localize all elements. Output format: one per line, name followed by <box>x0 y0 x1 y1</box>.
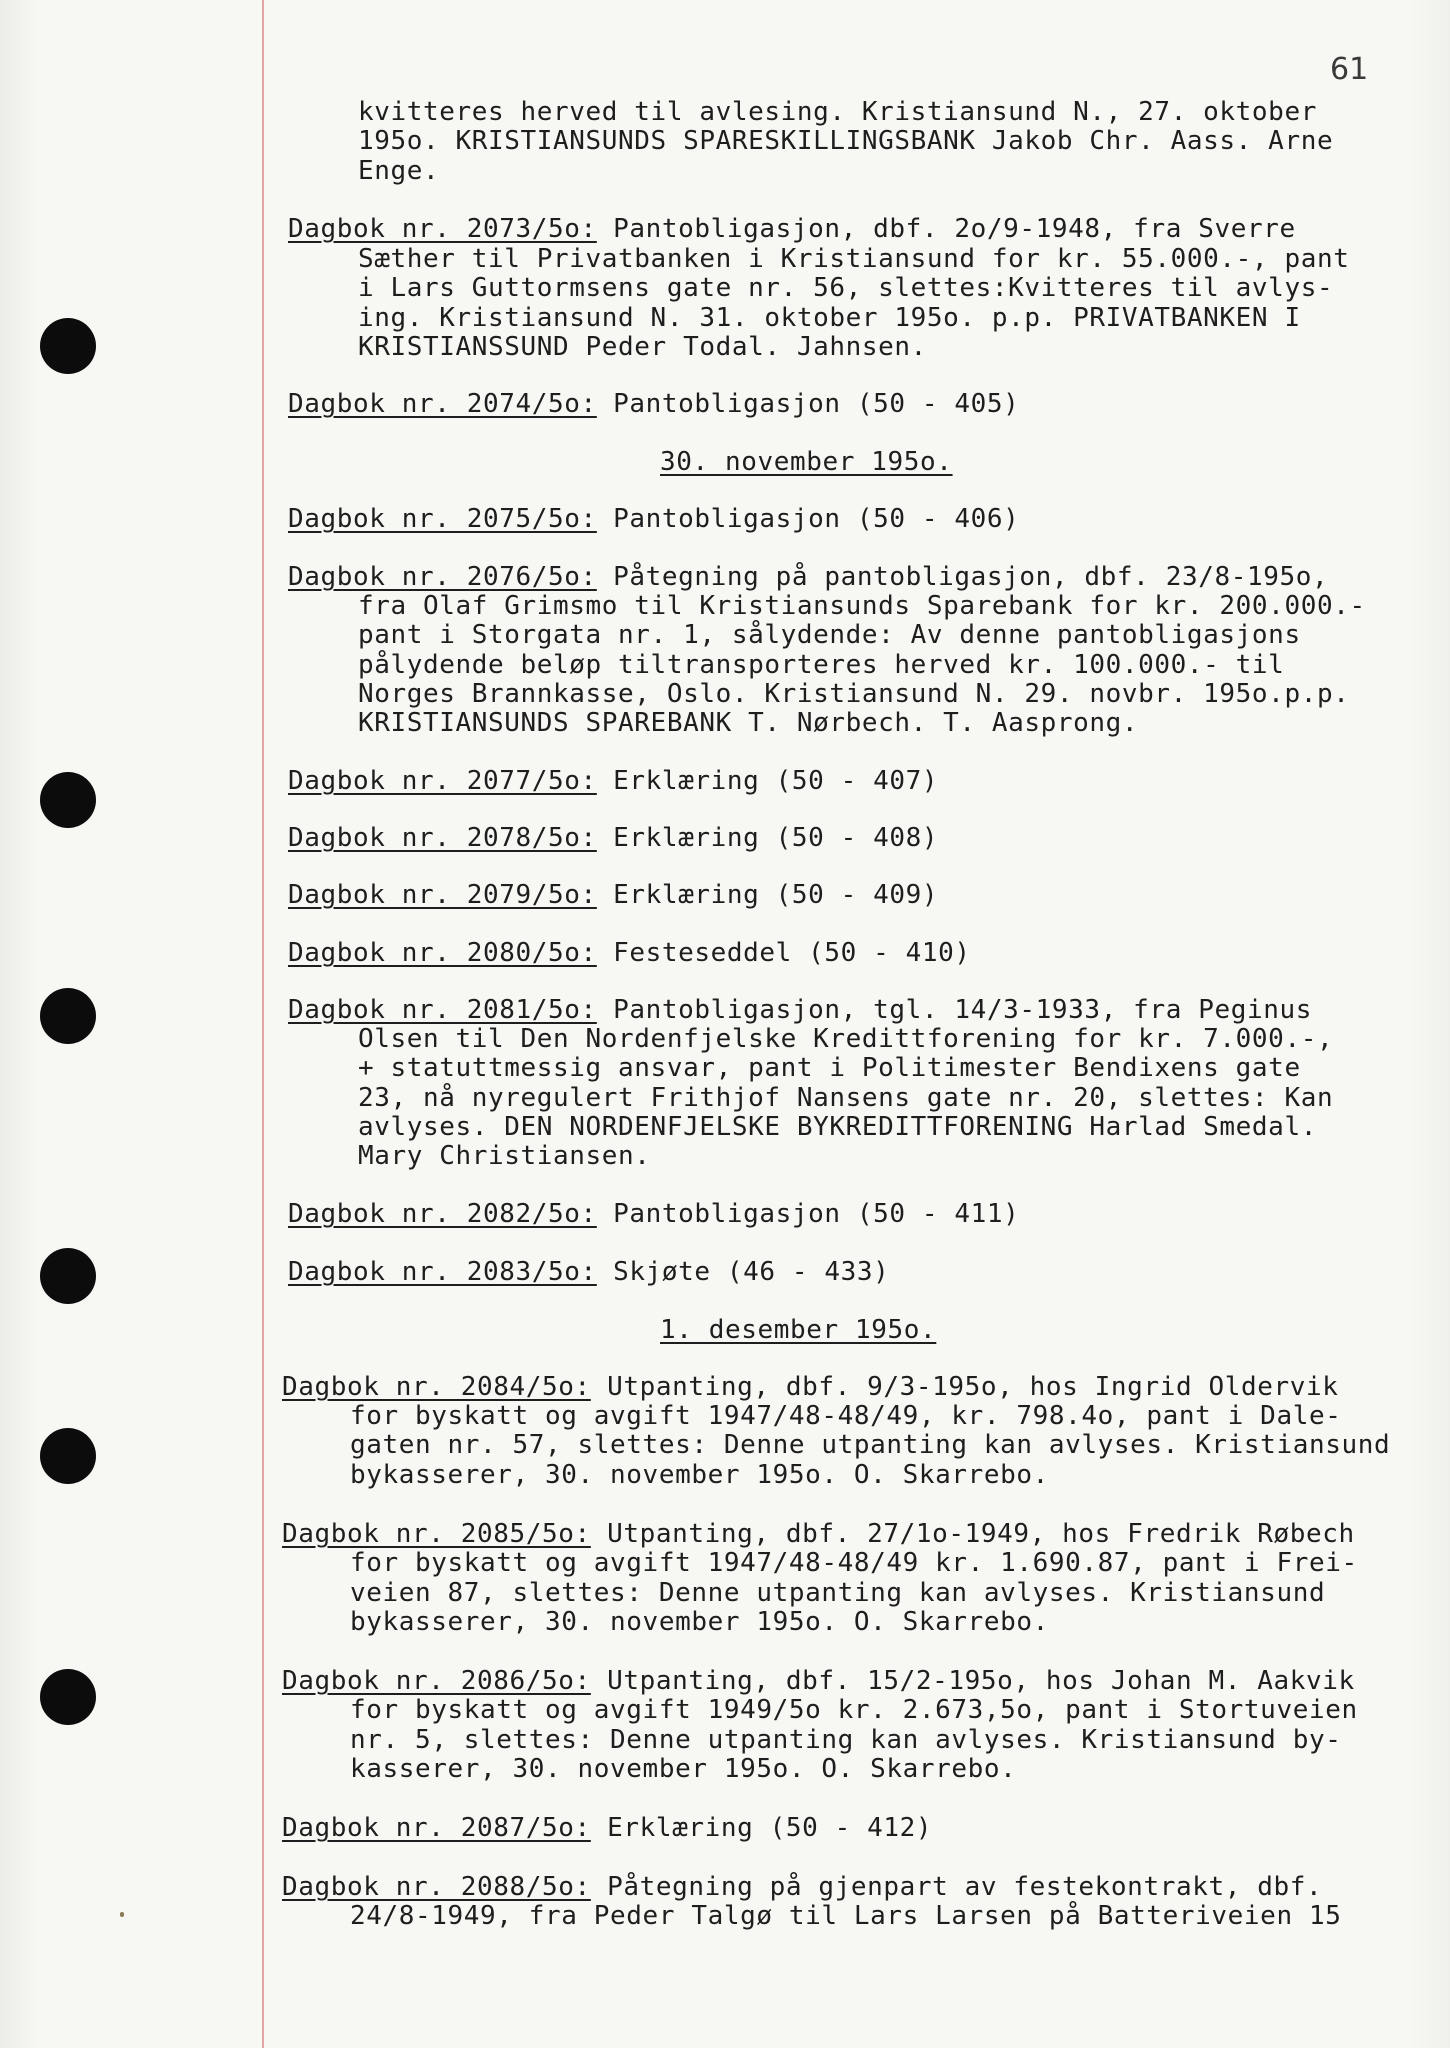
entry-text: pålydende beløp tiltransporteres herved kr. 100.000.- til <box>358 650 1285 680</box>
dagbok-number: Dagbok nr. 2077/5o: <box>288 766 597 796</box>
entry-text: Påtegning på pantobligasjon, dbf. 23/8-195o, <box>596 562 1329 592</box>
entry-text-line <box>358 1142 651 1172</box>
entry-text-line <box>350 1549 1358 1579</box>
entry-text: Norges Brannkasse, Oslo. Kristiansund N. 29. novbr. 195o.p.p. <box>358 679 1350 709</box>
entry-text: Erklæring (50 - 409) <box>596 880 939 910</box>
entry-text: Pantobligasjon (50 - 411) <box>596 1199 1020 1229</box>
entry-text: Pantobligasjon, dbf. 2o/9-1948, fra Sverre <box>596 214 1296 244</box>
entry-header-line <box>282 1373 1338 1403</box>
entry-text: veien 87, slettes: Denne utpanting kan avlyses. Kristiansund <box>350 1578 1326 1608</box>
entry-text: KRISTIANSUNDS SPAREBANK T. Nørbech. T. Aasprong. <box>358 708 1139 738</box>
entry-text-line <box>358 592 1366 622</box>
dagbok-number: Dagbok nr. 2086/5o: <box>282 1666 591 1696</box>
entry-text-line <box>350 1579 1325 1609</box>
entry-text: Pantobligasjon, tgl. 14/3-1933, fra Peginus <box>596 995 1312 1025</box>
entry-text: fra Olaf Grimsmo til Kristiansunds Sparebank for kr. 200.000.- <box>358 591 1366 621</box>
dagbok-number: Dagbok nr. 2081/5o: <box>288 995 597 1025</box>
entry-header-line <box>288 881 938 911</box>
entry-text: pant i Storgata nr. 1, sålydende: Av denne pantobligasjons <box>358 620 1301 650</box>
entry-text: for byskatt og avgift 1949/5o kr. 2.673,5o, pant i Stortuveien <box>350 1695 1358 1725</box>
page-number: 61 <box>1330 52 1369 87</box>
entry-text: + statuttmessig ansvar, pant i Politimester Bendixens gate <box>358 1053 1301 1083</box>
entry-header-line <box>288 563 1328 593</box>
entry-text: Olsen til Den Nordenfjelske Kredittforening for kr. 7.000.-, <box>358 1024 1334 1054</box>
dagbok-number: Dagbok nr. 2075/5o: <box>288 504 597 534</box>
entry-text: avlyses. DEN NORDENFJELSKE BYKREDITTFORENING Harlad Smedal. <box>358 1112 1317 1142</box>
entry-text: Festeseddel (50 - 410) <box>596 938 971 968</box>
entry-text-line <box>358 157 439 187</box>
entry-text: Pantobligasjon (50 - 405) <box>596 389 1020 419</box>
entry-text: Mary Christiansen. <box>358 1141 651 1171</box>
entry-header-line <box>288 215 1296 245</box>
entry-text: for byskatt og avgift 1947/48-48/49 kr. 1.690.87, pant i Frei- <box>350 1548 1358 1578</box>
entry-text: bykasserer, 30. november 195o. O. Skarrebo. <box>350 1607 1049 1637</box>
entry-header-line <box>288 767 938 797</box>
entry-text-line <box>350 1402 1341 1432</box>
entry-text-line <box>350 1608 1049 1638</box>
punch-hole <box>40 988 96 1044</box>
dagbok-number: Dagbok nr. 2073/5o: <box>288 214 597 244</box>
date-heading: 30. november 195o. <box>660 447 953 477</box>
entry-text: Utpanting, dbf. 9/3-195o, hos Ingrid Oldervik <box>590 1372 1339 1402</box>
entry-text: 195o. KRISTIANSUNDS SPARESKILLINGSBANK Jakob Chr. Aass. Arne <box>358 126 1334 156</box>
dagbok-number: Dagbok nr. 2082/5o: <box>288 1199 597 1229</box>
entry-text-line <box>350 1431 1390 1461</box>
dagbok-number: Dagbok nr. 2078/5o: <box>288 823 597 853</box>
dagbok-number: Dagbok nr. 2080/5o: <box>288 938 597 968</box>
entry-text-line <box>358 127 1333 157</box>
entry-text: KRISTIANSSUND Peder Todal. Jahnsen. <box>358 332 927 362</box>
punch-hole <box>40 772 96 828</box>
entry-text: bykasserer, 30. november 195o. O. Skarrebo. <box>350 1460 1049 1490</box>
entry-text: Utpanting, dbf. 15/2-195o, hos Johan M. Aakvik <box>590 1666 1355 1696</box>
entry-text: Sæther til Privatbanken i Kristiansund for kr. 55.000.-, pant <box>358 244 1350 274</box>
entry-text: kvitteres herved til avlesing. Kristiansund N., 27. oktober <box>358 97 1317 127</box>
entry-text: kasserer, 30. november 195o. O. Skarrebo. <box>350 1754 1017 1784</box>
entry-text-line <box>350 1696 1358 1726</box>
punch-hole <box>40 318 96 374</box>
dagbok-number: Dagbok nr. 2087/5o: <box>282 1813 591 1843</box>
entry-text: for byskatt og avgift 1947/48-48/49, kr. 798.4o, pant i Dale- <box>350 1401 1342 1431</box>
punch-hole <box>40 1428 96 1484</box>
entry-header-line <box>282 1667 1355 1697</box>
entry-text-line <box>358 709 1138 739</box>
date-heading: 1. desember 195o. <box>660 1315 937 1345</box>
entry-text-line <box>358 621 1301 651</box>
dagbok-number: Dagbok nr. 2083/5o: <box>288 1257 597 1287</box>
dagbok-number: Dagbok nr. 2088/5o: <box>282 1872 591 1902</box>
margin-rule <box>262 0 264 2048</box>
entry-text: 23, nå nyregulert Frithjof Nansens gate nr. 20, slettes: Kan <box>358 1083 1334 1113</box>
entry-header-line <box>282 1520 1355 1550</box>
entry-text-line <box>358 1113 1317 1143</box>
entry-text: Erklæring (50 - 412) <box>590 1813 933 1843</box>
punch-hole <box>40 1248 96 1304</box>
entry-text: nr. 5, slettes: Denne utpanting kan avlyses. Kristiansund by- <box>350 1725 1342 1755</box>
entry-text-line <box>358 651 1284 681</box>
entry-header-line <box>288 390 1019 420</box>
dagbok-number: Dagbok nr. 2079/5o: <box>288 880 597 910</box>
entry-text: Enge. <box>358 156 440 186</box>
entry-text-line <box>358 1084 1333 1114</box>
entry-header-line <box>288 996 1312 1026</box>
entry-header-line <box>288 1200 1019 1230</box>
entry-text-line <box>358 333 927 363</box>
entry-text-line <box>358 1054 1301 1084</box>
entry-text-line <box>358 680 1349 710</box>
entry-text-line <box>358 274 1333 304</box>
dagbok-number: Dagbok nr. 2076/5o: <box>288 562 597 592</box>
entry-text-line <box>350 1726 1341 1756</box>
entry-text: Pantobligasjon (50 - 406) <box>596 504 1020 534</box>
entry-header-line <box>288 505 1019 535</box>
dagbok-number: Dagbok nr. 2085/5o: <box>282 1519 591 1549</box>
entry-text: Utpanting, dbf. 27/1o-1949, hos Fredrik Røbech <box>590 1519 1355 1549</box>
entry-text-line <box>358 304 1301 334</box>
entry-header-line <box>288 824 938 854</box>
entry-text: Skjøte (46 - 433) <box>596 1257 890 1287</box>
entry-header-line <box>282 1814 932 1844</box>
entry-text: gaten nr. 57, slettes: Denne utpanting kan avlyses. Kristiansund <box>350 1430 1391 1460</box>
entry-text: i Lars Guttormsens gate nr. 56, slettes:Kvitteres til avlys- <box>358 273 1334 303</box>
pencil-mark <box>120 1912 124 1917</box>
entry-text-line <box>358 98 1317 128</box>
entry-text-line <box>350 1461 1049 1491</box>
entry-text-line <box>358 1025 1333 1055</box>
entry-text-line <box>350 1902 1341 1932</box>
entry-header-line <box>288 939 971 969</box>
entry-text-line <box>358 245 1349 275</box>
entry-text: Påtegning på gjenpart av festekontrakt, dbf. <box>590 1872 1323 1902</box>
entry-text: ing. Kristiansund N. 31. oktober 195o. p.p. PRIVATBANKEN I <box>358 303 1301 333</box>
dagbok-number: Dagbok nr. 2074/5o: <box>288 389 597 419</box>
entry-text: 24/8-1949, fra Peder Talgø til Lars Larsen på Batteriveien 15 <box>350 1901 1342 1931</box>
entry-text: Erklæring (50 - 408) <box>596 823 939 853</box>
punch-hole <box>40 1669 96 1725</box>
entry-header-line <box>282 1873 1322 1903</box>
dagbok-number: Dagbok nr. 2084/5o: <box>282 1372 591 1402</box>
entry-text-line <box>350 1755 1016 1785</box>
entry-header-line <box>288 1258 889 1288</box>
entry-text: Erklæring (50 - 407) <box>596 766 939 796</box>
